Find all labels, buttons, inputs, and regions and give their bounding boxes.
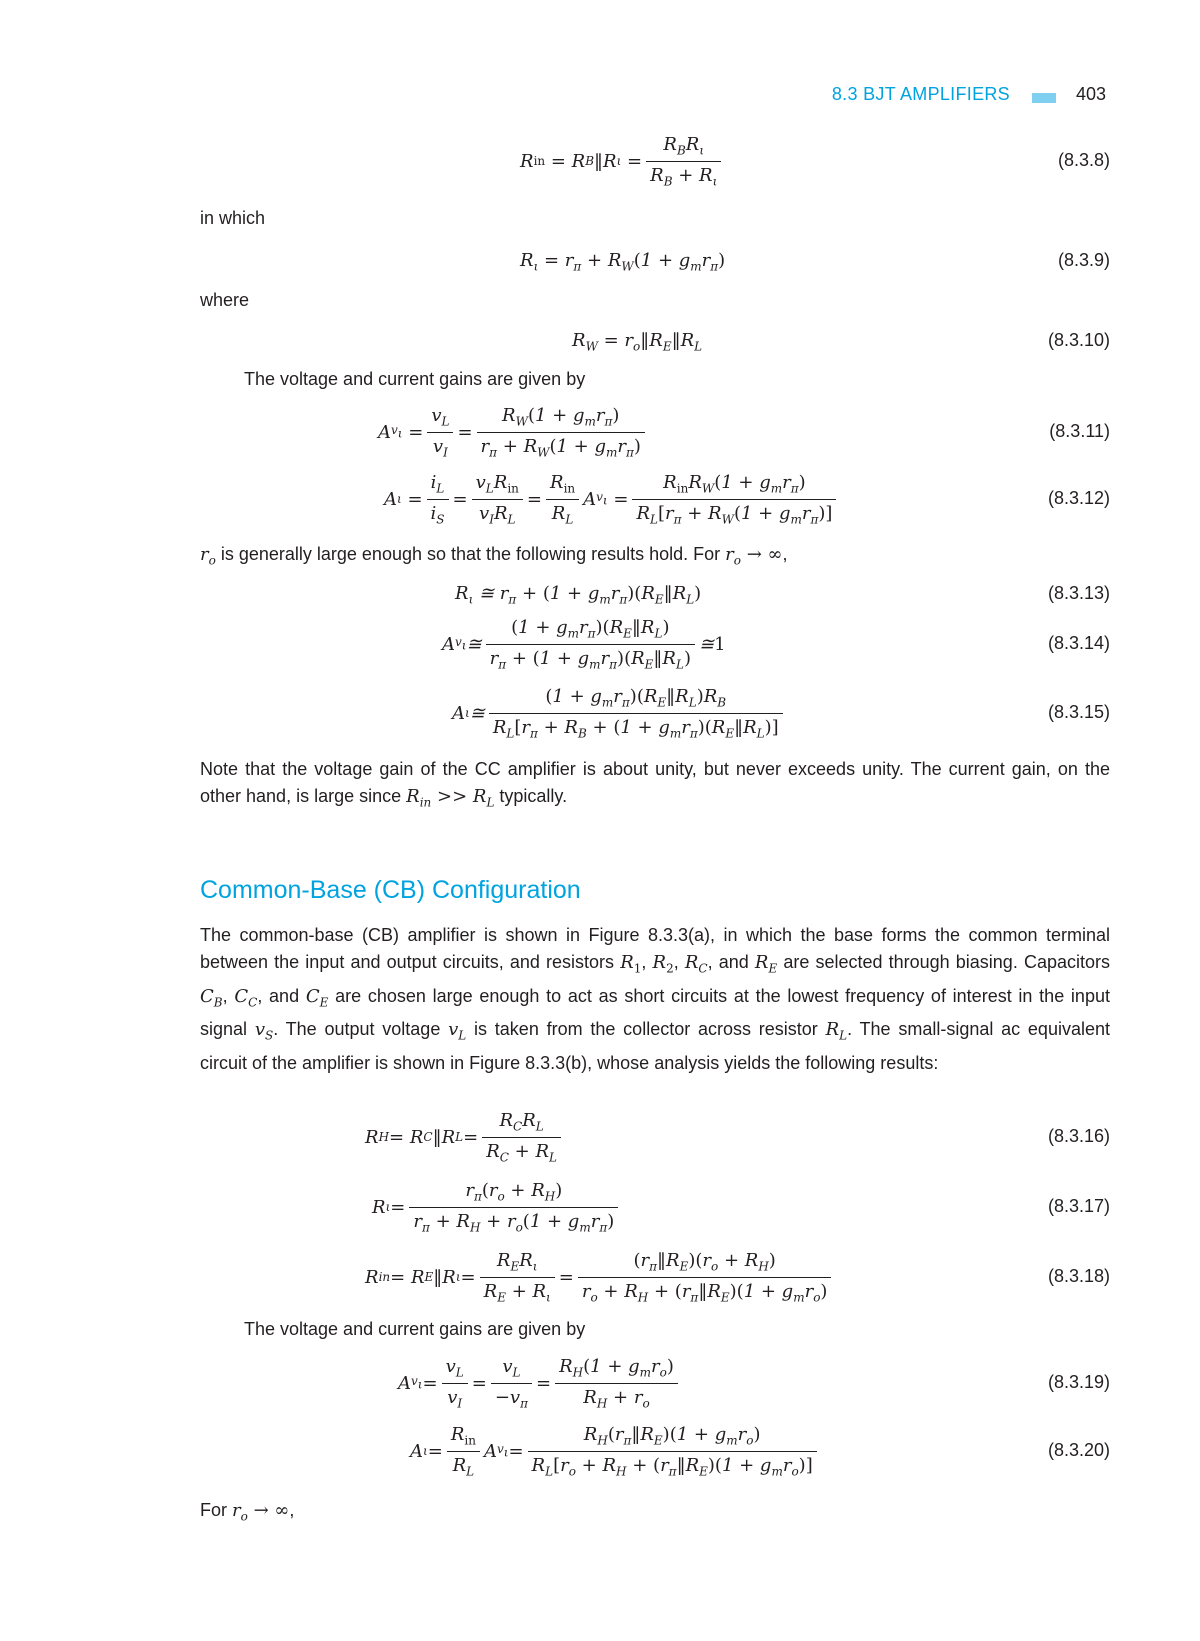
equation-number: (8.3.18) xyxy=(1047,1266,1110,1286)
paragraph: The common-base (CB) amplifier is shown in Figure 8.3.3(a), in which the base forms the common terminal between the input and output circuits, and resistors $R_1$, $R_2$, $R_C$, and $R_E$ are selected through biasing. Capacitors $C_B$, $C_C$, and $C_E$ are chosen large enough to act as short circuits at the lowest frequency of interest in the input signal $v_S$. The output voltage $v_L$ is taken from the collector across resistor $R_L$. The small-signal ac equivalent circuit of the amplifier is shown in Figure 8.3.3(b), whose analysis yields the following results: xyxy=(200,925,1110,1073)
equation-8-3-16: R H = R C ‖R L = $\frac{R_CR_L}{R_C + R_L}$ (8.3.16) xyxy=(365,1110,1110,1165)
equation-8-3-19: A $v_\iota$ = $\frac{v_L}{v_I}$ = $\frac{v_L}{-v_\pi}$ = $\frac{R_H(1 + g_mr_o)}{R_H + r_o}$ (8.3.19) xyxy=(398,1356,1110,1411)
equation-number: (8.3.13) xyxy=(1047,583,1110,603)
equation-8-3-14: A $v_\iota$ ≅ $\frac{(1 + g_mr_\pi)(R_E‖R_L)}{r_\pi + (1 + g_mr_\pi)(R_E‖R_L)}$ ≅ 1 (8.3.14) xyxy=(442,617,1110,672)
equation-8-3-15: A ι ≅ $\frac{(1 + g_mr_\pi)(R_E‖R_L)R_B}{R_L[r_\pi + R_B + (1 + g_mr_\pi)(R_E‖R_L)]}$ (8.3.15) xyxy=(452,686,1110,741)
page-number: 403 xyxy=(1076,84,1107,104)
section-title: 8.3 BJT AMPLIFIERS xyxy=(831,84,1010,104)
paragraph: For $r_o$ → ∞, xyxy=(200,1500,295,1524)
header-bar xyxy=(1032,93,1056,103)
section-heading: Common-Base (CB) Configuration xyxy=(200,876,581,904)
equation-number: (8.3.10) xyxy=(1047,330,1110,350)
equation-number: (8.3.12) xyxy=(1047,488,1110,508)
equation-8-3-13: $R_\iota$ ≅ $r_\pi + (1$ + $g_mr_\pi)(R_E‖R_L)$ (8.3.13) xyxy=(455,583,1110,607)
running-header xyxy=(0,84,1200,114)
paragraph: where xyxy=(200,290,250,310)
equation-8-3-8: R in = R B ‖R ι = $\frac{R_BR_\iota}{R_B + R_\iota}$ (8.3.8) xyxy=(520,134,1110,189)
equation-8-3-17: R ι = $\frac{r_\pi(r_o + R_H)}{r_\pi + R_H + r_o(1 + g_mr_\pi)}$ (8.3.17) xyxy=(372,1180,1110,1235)
equation-number: (8.3.15) xyxy=(1047,702,1110,722)
equation-8-3-20: A ι = $\frac{R_{in}}{R_L}$ A $v_\iota$ = $\frac{R_H(r_\pi‖R_E)(1 + g_mr_o)}{R_L[r_o + R_H + (r_\pi‖R_E)(1 + g_mr_o)]}$ (8.3.20) xyxy=(410,1424,1110,1479)
equation-number: (8.3.16) xyxy=(1047,1126,1110,1146)
equation-number: (8.3.9) xyxy=(1057,250,1110,270)
equation-number: (8.3.8) xyxy=(1057,150,1110,170)
equation-number: (8.3.17) xyxy=(1047,1196,1110,1216)
equation-8-3-18: R in = R E ‖R ι = $\frac{R_ER_\iota}{R_E + R_\iota}$ = $\frac{(r_\pi‖R_E)(r_o + R_H)}{r_o + R_H + (r_\pi‖R_E)(1 + g_mr_o)}$ (8.3.18) xyxy=(365,1250,1110,1305)
paragraph: $r_o$ is generally large enough so that the following results hold. For $r_o$ → ∞, xyxy=(200,544,788,568)
paragraph: The voltage and current gains are given by xyxy=(244,1319,586,1339)
equation-8-3-12: A ι = $\frac{i_L}{i_S}$ = $\frac{v_LR_{in}}{v_IR_L}$ = $\frac{R_{in}}{R_L}$ A $v_\iota$ = $\frac{R_{in}R_W(1 + g_mr_\pi)}{R_L[r_\pi + R_W(1 + g_mr_\pi)]}$ (8.3.12) xyxy=(384,472,1110,527)
paragraph: in which xyxy=(200,208,266,228)
equation-number: (8.3.11) xyxy=(1049,421,1110,441)
equation-number: (8.3.20) xyxy=(1047,1440,1110,1460)
paragraph: Note that the voltage gain of the CC amplifier is about unity, but never exceeds unity. The current gain, on the other hand, is large since $R_{in} >> R_L$ typically. xyxy=(200,759,1110,810)
equation-8-3-9: $R_\iota = r_\pi + R_W(1 + g_mr_\pi)$ (8.3.9) xyxy=(520,250,1110,274)
paragraph: The voltage and current gains are given by xyxy=(244,369,586,389)
equation-number: (8.3.19) xyxy=(1047,1372,1110,1392)
equation-8-3-10: $R_W$ = $r_o‖R_E‖R_L$ (8.3.10) xyxy=(572,330,1110,354)
equation-8-3-11: A $v_\iota$ = $\frac{v_L}{v_I}$ = $\frac{R_W(1 + g_mr_\pi)}{r_\pi + R_W(1 + g_mr_\pi)}$ (8.3.11) xyxy=(378,405,1110,460)
equation-number: (8.3.14) xyxy=(1047,633,1110,653)
